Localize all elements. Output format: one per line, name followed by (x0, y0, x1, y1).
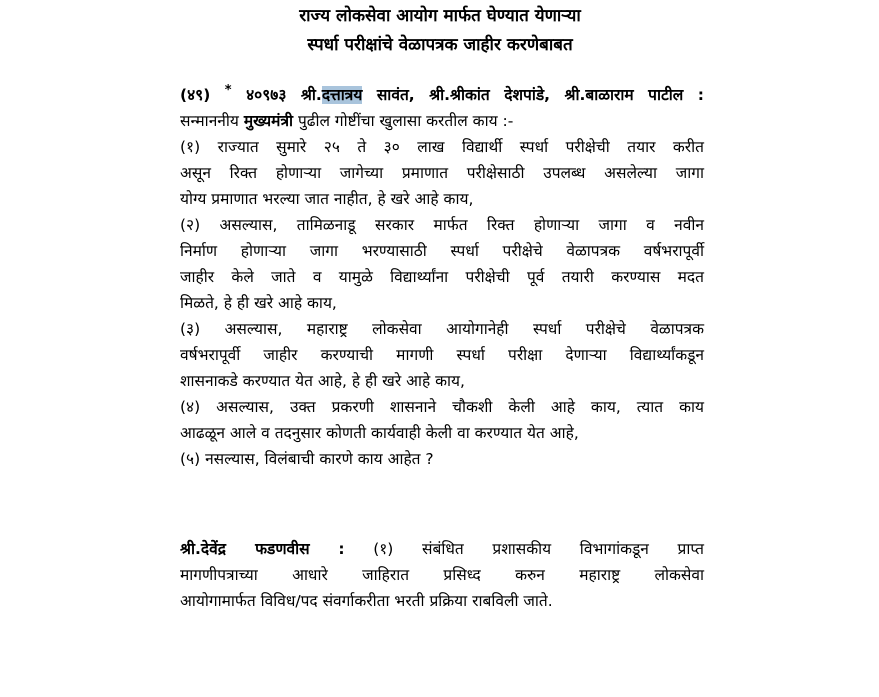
member-first (301, 86, 362, 104)
question-line: आढळून आले व तदनुसार कोणती कार्यवाही केली वा करण्यात येत आहे, (180, 424, 579, 442)
question-line: (४) असल्यास, उक्त प्रकरणी शासनाने चौकशी केली आहे काय, त्यात काय (180, 398, 704, 416)
question-line: (५) नसल्यास, विलंबाची कारणे काय आहेत ? (180, 450, 434, 468)
highlighted-name: दत्तात्रय (321, 86, 363, 104)
question-line: (१) राज्यात सुमारे २५ ते ३० लाख विद्यार्थी स्पर्धा परीक्षेची तयार करीत (180, 138, 704, 156)
answer-first-text: (१) संबंधित प्रशासकीय विभागांकडून प्राप्त (373, 540, 704, 558)
question-number: (४९) (180, 86, 211, 104)
answer-separator: : (338, 540, 345, 558)
title-line-1: राज्य लोकसेवा आयोग मार्फत घेण्यात येणाऱ्या (299, 6, 581, 26)
answer-first-line (180, 536, 704, 562)
question-line: (२) असल्यास, तामिळनाडू सरकार मार्फत रिक्त होणाऱ्या जागा व नवीन (180, 216, 704, 234)
answer-speaker: श्री.देवेंद्र फडणवीस (180, 540, 310, 558)
question-line: योग्य प्रमाणात भरल्या जात नाहीत, हे खरे आहे काय, (180, 190, 474, 208)
member-prefix: श्री. (300, 86, 322, 104)
question-line: जाहीर केले जाते व यामुळे विद्यार्थ्यांना परीक्षेची पूर्व तयारी करण्यास मदत (180, 268, 704, 286)
question-line: निर्माण होणाऱ्या जागा भरण्यासाठी स्पर्धा परीक्षेचे वेळापत्रक वर्षभरापूर्वी (180, 242, 704, 260)
question-line: वर्षभरापूर्वी जाहीर करण्याची मागणी स्पर्धा परीक्षा देणाऱ्या विद्यार्थ्यांकडून (180, 346, 704, 364)
question-intro (180, 108, 704, 134)
answer-line: मागणीपत्राच्या आधारे जाहिरात प्रसिध्द करुन महाराष्ट्र लोकसेवा (180, 566, 704, 584)
question-line: (३) असल्यास, महाराष्ट्र लोकसेवा आयोगानेही स्पर्धा परीक्षेचे वेळापत्रक (180, 320, 704, 338)
starred-mark: * (224, 83, 232, 98)
title-line-2: स्पर्धा परीक्षांचे वेळापत्रक जाहीर करणेबाबत (307, 35, 573, 55)
intro-pre: सन्माननीय (180, 112, 239, 130)
question-id: ४०९७३ (246, 86, 287, 104)
answer-block (180, 536, 704, 614)
question-line: असून रिक्त होणाऱ्या जागेच्या प्रमाणात परीक्षेसाठी उपलब्ध असलेल्या जागा (180, 164, 704, 182)
question-block (180, 82, 704, 472)
intro-bold: मुख्यमंत्री (243, 112, 294, 130)
question-line: शासनाकडे करण्यात येत आहे, हे ही खरे आहे काय, (180, 372, 465, 390)
question-line: मिळते, हे ही खरे आहे काय, (180, 294, 337, 312)
members-rest: सावंत, श्री.श्रीकांत देशपांडे, श्री.बाळाराम पाटील : (376, 86, 705, 104)
answer-line: आयोगामार्फत विविध/पद संवर्गाकरीता भरती प्रक्रिया राबविली जाते. (180, 592, 553, 610)
intro-post: पुढील गोष्टींचा खुलासा करतील काय :- (297, 112, 514, 130)
question-header (180, 82, 704, 108)
